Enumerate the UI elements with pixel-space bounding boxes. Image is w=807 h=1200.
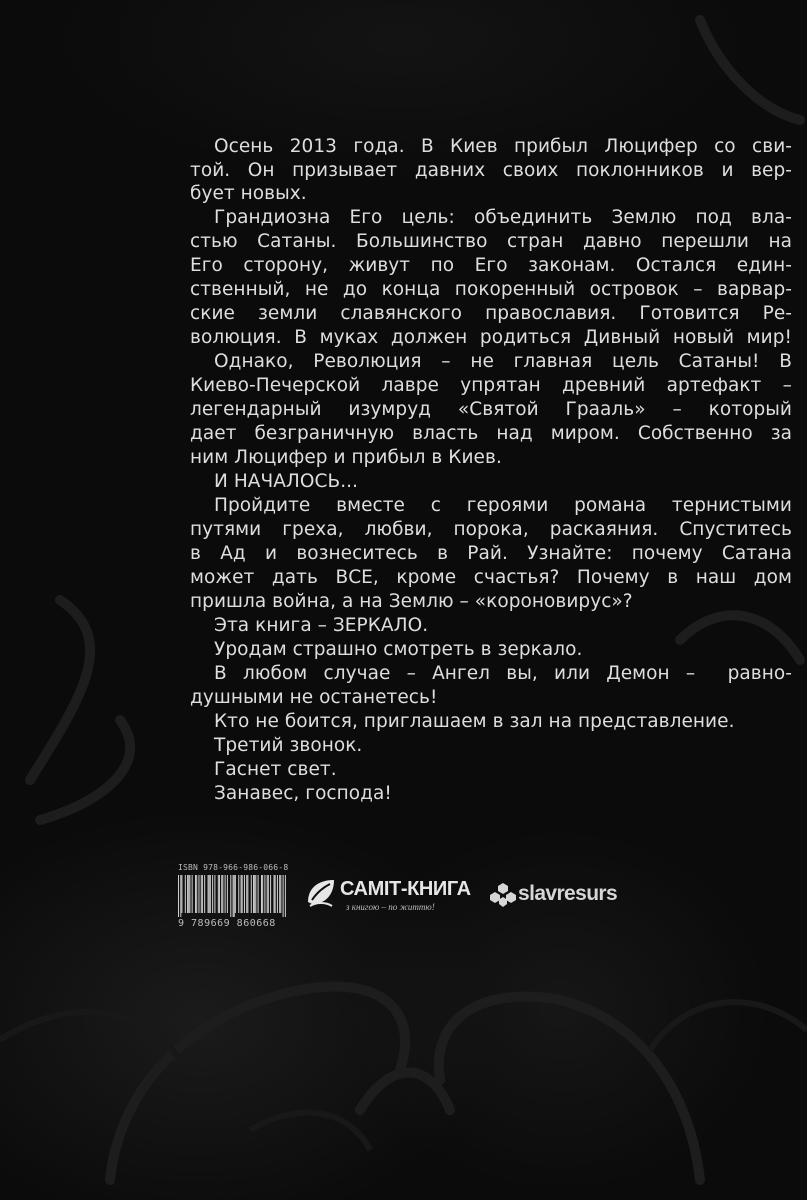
blurb-line: Уродам страшно смотреть в зеркало.	[214, 639, 583, 660]
blurb-line: Пройдите вместе с героями романа тернистыми	[214, 495, 792, 516]
blurb-line: путями греха, любви, порока, раскаяния. Спуститесь	[190, 519, 792, 540]
blurb-line: Третий звонок.	[214, 735, 363, 756]
blurb-line: Кто не боится, приглашаем в зал на представление.	[214, 711, 735, 732]
blurb-line: дает безграничную власть над миром. Собственно за	[190, 423, 792, 444]
leaf-book-icon	[304, 876, 338, 910]
publisher-logo	[304, 872, 471, 922]
blurb-line: в Ад и вознеситесь в Рай. Узнайте: почему Сатана	[190, 543, 792, 564]
isbn-label: ISBN 978-966-986-066-8	[178, 863, 289, 872]
isbn-barcode	[178, 863, 290, 933]
blurb-line: легендарный изумруд «Святой Грааль» – который	[190, 399, 792, 420]
blurb-line: Эта книга – ЗЕРКАЛО.	[214, 615, 429, 636]
partner-logo	[490, 880, 640, 914]
blurb-line: Гаснет свет.	[214, 759, 337, 780]
blurb-line: Его сторону, живут по Его законам. Остался един-	[190, 255, 792, 276]
blurb-line: стью Сатаны. Большинство стран давно перешли на	[190, 231, 792, 252]
blurb-line: И НАЧАЛОСЬ...	[214, 471, 358, 492]
publisher-name: САМІТ-КНИГА	[340, 878, 471, 900]
blurb-line: Занавес, господа!	[214, 783, 392, 804]
partner-name: slavresurs	[518, 882, 618, 905]
blurb-line: Осень 2013 года. В Киев прибыл Люцифер со сви-	[214, 136, 792, 157]
blurb-line: ственный, не до конца покоренный островок – варвар-	[190, 279, 792, 300]
blurb-line: Грандиозна Его цель: объединить Землю под вла-	[214, 207, 792, 228]
blurb-line: ские земли славянского православия. Готовится Ре-	[190, 303, 792, 324]
blurb-line: может дать ВСЕ, кроме счастья? Почему в наш дом	[190, 567, 792, 588]
blurb-line: пришла война, а на Землю – «короновирус»?	[190, 591, 633, 612]
blurb-line: душными не останетесь!	[190, 687, 438, 708]
blurb-line: волюция. В муках должен родиться Дивный новый мир!	[190, 327, 792, 348]
barcode-icon	[178, 875, 286, 917]
blurb-line: бует новых.	[190, 183, 307, 204]
blurb-line: Киево-Печерской лавре упрятан древний артефакт –	[190, 375, 792, 396]
barcode-digits: 9 789669 860668	[178, 918, 276, 929]
blurb-line: ним Люцифер и прибыл в Киев.	[190, 447, 502, 468]
blurb-line: той. Он призывает давних своих поклонников и вер-	[190, 160, 792, 181]
hexagon-flower-icon	[490, 882, 516, 908]
blurb-line: Однако, Революция – не главная цель Сатаны! В	[214, 351, 792, 372]
blurb-line: В любом случае – Ангел вы, или Демон – равно-	[214, 663, 792, 684]
publisher-tagline: з книгою – по життю!	[346, 902, 435, 912]
